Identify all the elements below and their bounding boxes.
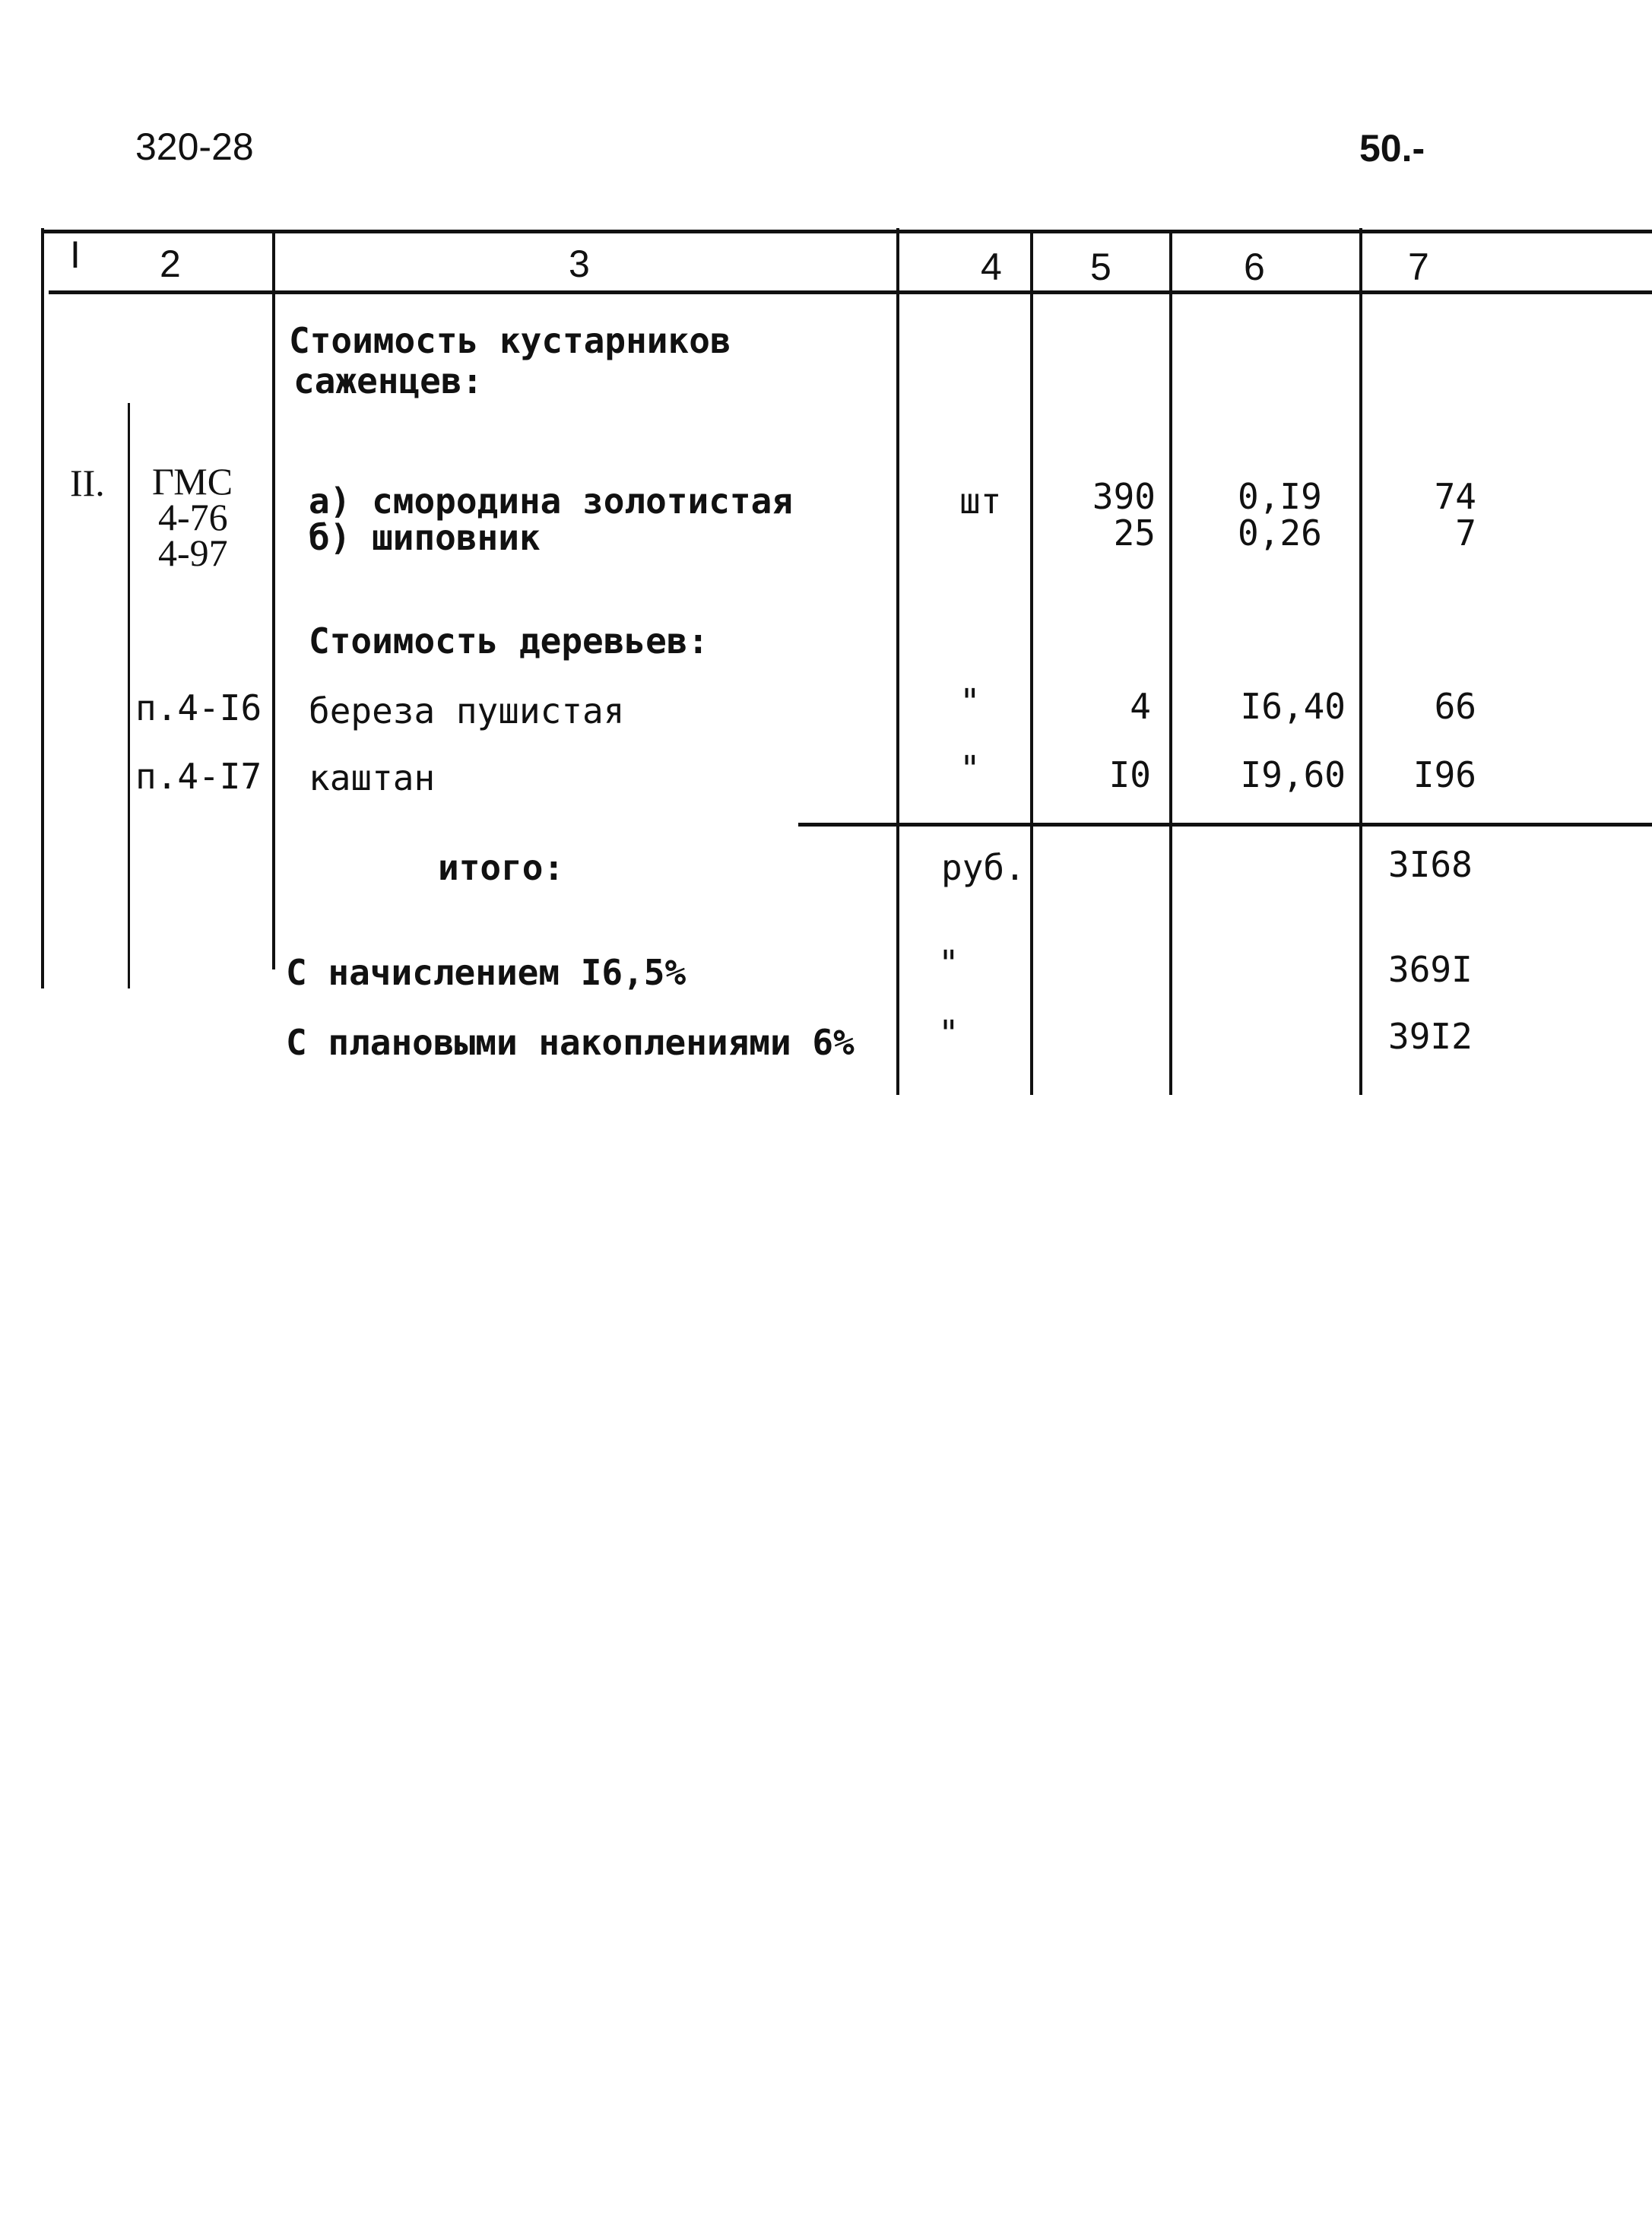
col-border-5-6 [1169,232,1172,1095]
shrub-total: 74 [1434,476,1476,517]
column-header-4: 4 [981,246,1002,288]
tree-name: каштан [309,757,436,798]
planned-label: С плановыми накоплениями 6% [286,1022,855,1063]
subtotal-total: 3I68 [1388,844,1473,885]
column-header-7: 7 [1408,246,1429,288]
column-header-1: I [70,233,81,276]
subtotal-label: итого: [438,847,565,888]
surcharge-unit: " [938,943,959,984]
col-border-3-4 [896,228,899,1095]
shrub-qty: 390 [1092,476,1156,517]
surcharge-total: 369I [1388,949,1473,990]
surcharge-label: С начислением I6,5% [286,952,686,993]
tree-total: 66 [1434,686,1476,727]
tree-qty: I0 [1108,754,1151,795]
tree-name: береза пушистая [309,690,625,731]
shrubs-section-title-line2: саженцев: [293,360,484,401]
subtotal-unit: руб. [941,847,1026,888]
page-number: 50.- [1359,127,1425,170]
reference-line-3: 4-97 [158,531,228,574]
column-header-2: 2 [160,243,181,285]
shrub-unit: шт [959,481,1002,522]
header-bottom-rule [49,290,1652,294]
table-top-rule [43,230,1652,233]
shrub-price: 0,I9 [1238,476,1322,517]
tree-price: I9,60 [1240,754,1346,795]
col-border-2-3 [272,232,275,969]
tree-ref: п.4-I6 [135,687,262,728]
tree-qty: 4 [1130,686,1151,727]
subtotal-rule [798,823,1652,827]
tree-total: I96 [1413,754,1476,795]
column-header-5: 5 [1090,246,1111,288]
col-border-1-2 [128,403,130,988]
reference-line-2: 4-76 [158,496,228,538]
col-border-4-5 [1030,232,1033,1095]
col-border-6-7 [1359,228,1362,1095]
trees-section-title: Стоимость деревьев: [309,620,709,662]
planned-total: 39I2 [1388,1016,1473,1057]
tree-unit: " [959,681,981,722]
shrub-name: б) шиповник [309,517,541,558]
shrub-total: 7 [1455,512,1476,554]
column-header-3: 3 [569,243,590,285]
col-border-left [41,228,44,988]
column-header-6: 6 [1244,246,1265,288]
document-code: 320-28 [135,125,254,168]
planned-unit: " [938,1013,959,1054]
shrub-qty: 25 [1113,512,1156,554]
reference-line-1: ГМС [152,460,233,503]
tree-unit: " [959,748,981,789]
tree-price: I6,40 [1240,686,1346,727]
row-number: II. [70,462,105,504]
tree-ref: п.4-I7 [135,756,262,797]
shrub-name: а) смородина золотистая [309,481,793,522]
shrub-price: 0,26 [1238,512,1322,554]
shrubs-section-title-line1: Стоимость кустарников [289,320,731,361]
